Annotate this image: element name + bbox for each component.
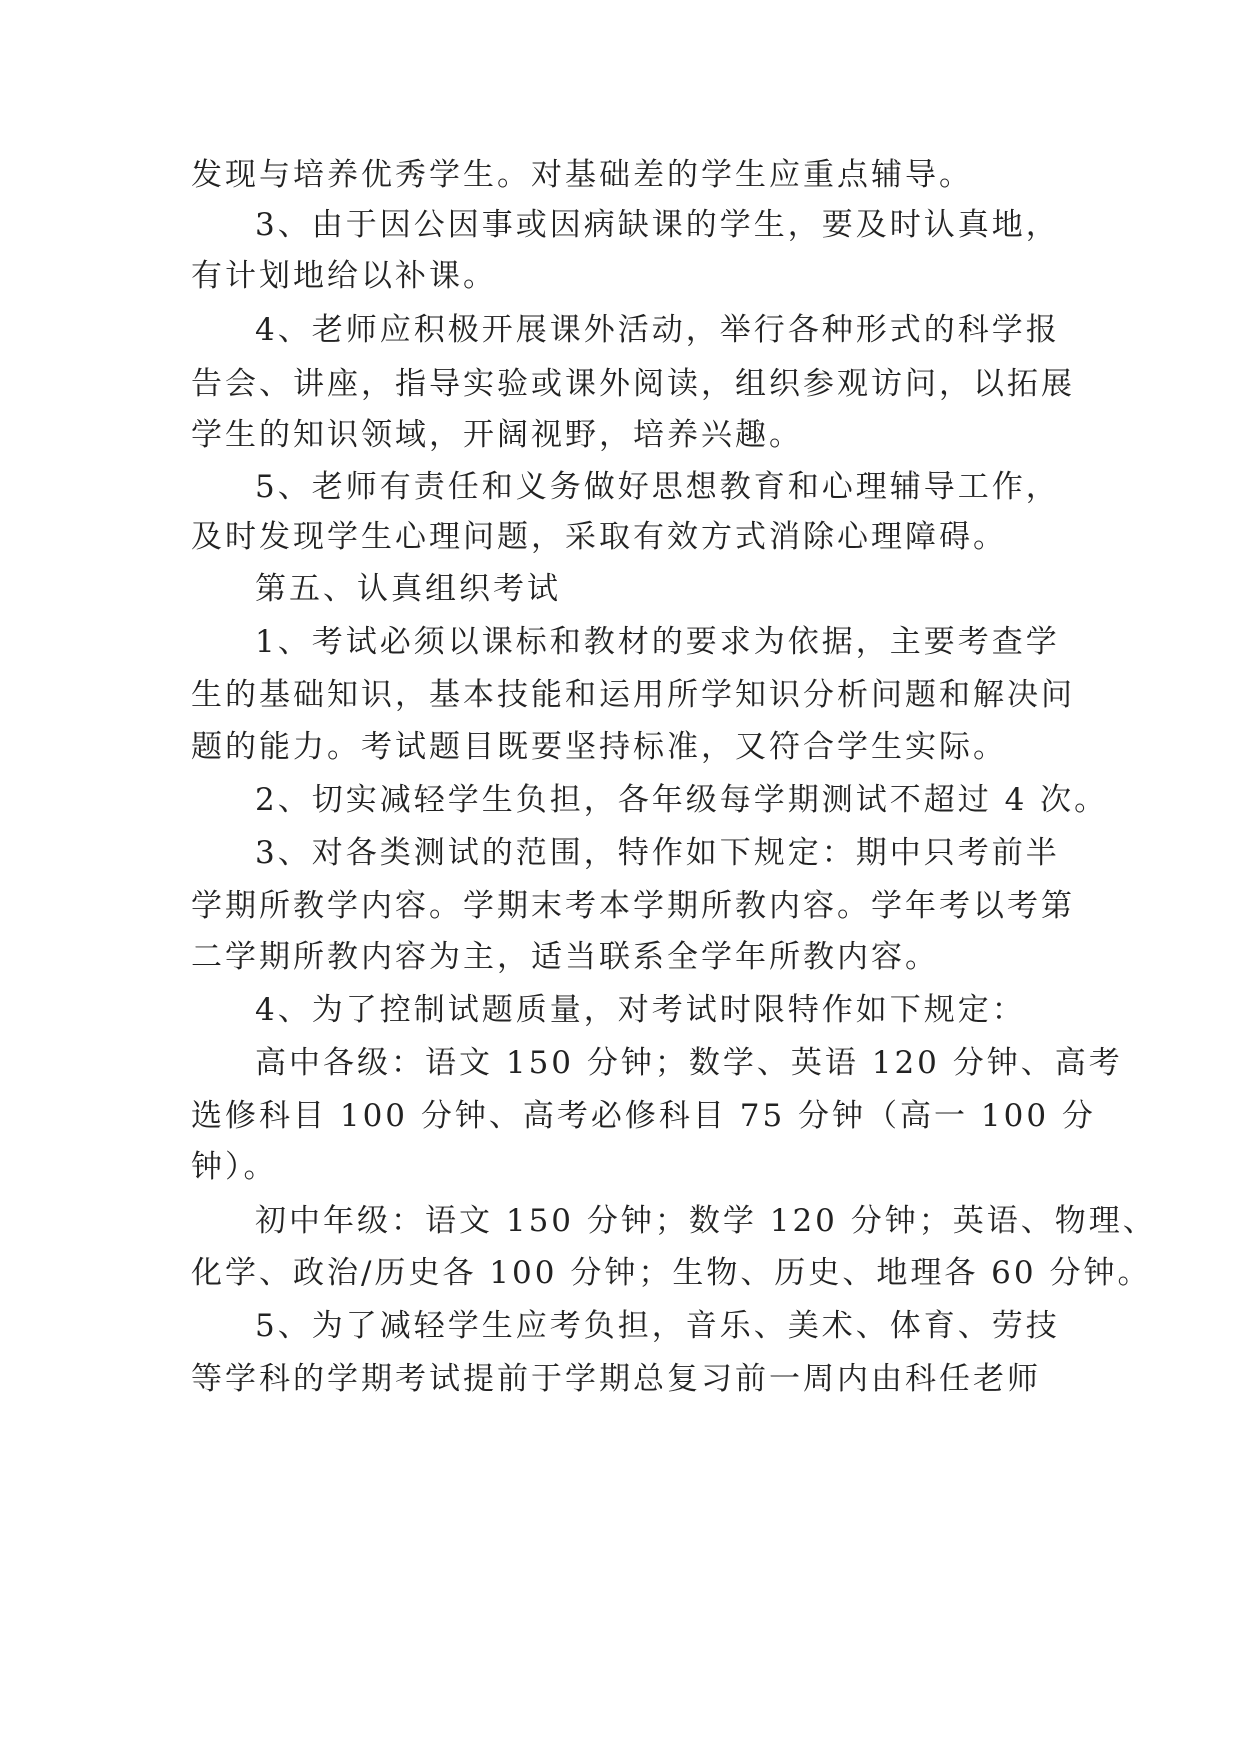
text-line: 高中各级：语文 150 分钟；数学、英语 120 分钟、高考: [255, 1045, 1123, 1081]
text-line: 发现与培养优秀学生。对基础差的学生应重点辅导。: [191, 157, 973, 193]
text-line: 钟）。: [191, 1149, 278, 1185]
text-line: 学期所教学内容。学期末考本学期所教内容。学年考以考第: [191, 888, 1075, 924]
text-line: 及时发现学生心理问题，采取有效方式消除心理障碍。: [191, 519, 1007, 555]
text-line: 二学期所教内容为主，适当联系全学年所教内容。: [191, 939, 939, 975]
text-line: 5、老师有责任和义务做好思想教育和心理辅导工作，: [255, 469, 1060, 505]
text-line: 生的基础知识，基本技能和运用所学知识分析问题和解决问: [191, 677, 1075, 713]
text-line: 3、对各类测试的范围，特作如下规定：期中只考前半: [255, 835, 1060, 871]
text-line: 学生的知识领域，开阔视野，培养兴趣。: [191, 417, 803, 453]
text-line: 初中年级：语文 150 分钟；数学 120 分钟；英语、物理、: [255, 1203, 1157, 1239]
text-line: 选修科目 100 分钟、高考必修科目 75 分钟（高一 100 分: [191, 1098, 1096, 1134]
text-line: 2、切实减轻学生负担，各年级每学期测试不超过 4 次。: [255, 782, 1109, 818]
text-line: 告会、讲座，指导实验或课外阅读，组织参观访问，以拓展: [191, 366, 1075, 402]
text-line: 有计划地给以补课。: [191, 258, 497, 294]
text-line: 题的能力。考试题目既要坚持标准，又符合学生实际。: [191, 729, 1007, 765]
text-line: 1、考试必须以课标和教材的要求为依据，主要考查学: [255, 624, 1060, 660]
text-line: 4、为了控制试题质量，对考试时限特作如下规定：: [255, 992, 1026, 1028]
text-line: 等学科的学期考试提前于学期总复习前一周内由科任老师: [191, 1361, 1041, 1397]
text-line: 化学、政治/历史各 100 分钟；生物、历史、地理各 60 分钟。: [191, 1255, 1152, 1291]
text-line: 4、老师应积极开展课外活动，举行各种形式的科学报: [255, 312, 1060, 348]
section-heading: 第五、认真组织考试: [255, 571, 561, 607]
text-line: 5、为了减轻学生应考负担，音乐、美术、体育、劳技: [255, 1308, 1060, 1344]
text-line: 3、由于因公因事或因病缺课的学生，要及时认真地，: [255, 207, 1060, 243]
